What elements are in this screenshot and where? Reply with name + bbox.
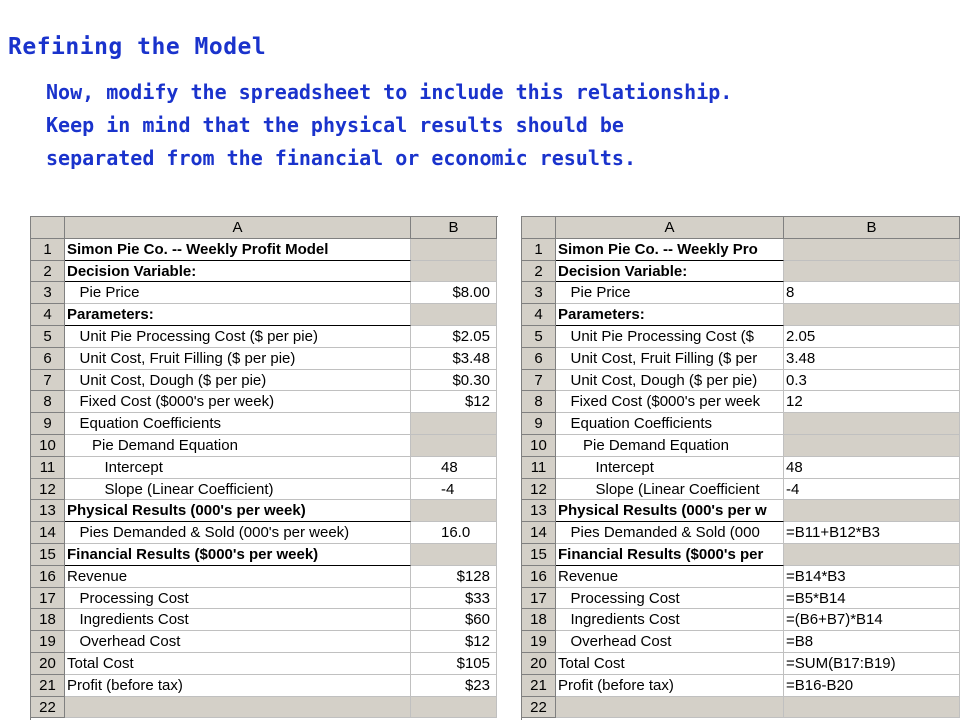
column-header-row — [522, 217, 960, 239]
cell-b[interactable]: =B16-B20 — [784, 675, 960, 697]
cell-a[interactable]: Pie Price — [65, 282, 411, 304]
row-header[interactable]: 19 — [522, 631, 556, 653]
sheet-row — [31, 675, 498, 697]
cell-b[interactable] — [784, 544, 960, 566]
cell-a[interactable]: Ingredients Cost — [65, 609, 411, 631]
row-header[interactable]: 15 — [31, 544, 65, 566]
row-header[interactable]: 14 — [522, 522, 556, 544]
column-header-b[interactable]: B — [411, 217, 497, 239]
cell-b[interactable]: 8 — [784, 282, 960, 304]
sheet-row — [522, 304, 960, 326]
column-header-row — [31, 217, 498, 239]
cell-b[interactable]: $8.00 — [411, 282, 497, 304]
row-header[interactable]: 6 — [31, 348, 65, 370]
row-header[interactable]: 14 — [31, 522, 65, 544]
cell-b[interactable]: $3.48 — [411, 348, 497, 370]
cell-a[interactable]: Pies Demanded & Sold (000's per week) — [65, 522, 411, 544]
cell-b[interactable] — [411, 435, 497, 457]
row-header[interactable]: 1 — [31, 239, 65, 261]
row-header[interactable]: 10 — [31, 435, 65, 457]
cell-b[interactable] — [784, 261, 960, 283]
sheet-row — [31, 282, 498, 304]
cell-a[interactable]: Equation Coefficients — [65, 413, 411, 435]
row-header[interactable]: 22 — [522, 697, 556, 719]
cell-a[interactable]: Simon Pie Co. -- Weekly Pro — [556, 239, 784, 261]
cell-b[interactable]: =B11+B12*B3 — [784, 522, 960, 544]
sheet-row — [31, 370, 498, 392]
sheet-row — [522, 261, 960, 283]
row-header[interactable]: 3 — [31, 282, 65, 304]
row-header[interactable]: 8 — [522, 391, 556, 413]
row-header[interactable]: 21 — [522, 675, 556, 697]
sheet-row — [522, 653, 960, 675]
row-header[interactable]: 13 — [31, 500, 65, 522]
sheet-row — [522, 544, 960, 566]
row-header[interactable]: 3 — [522, 282, 556, 304]
cell-a[interactable]: Decision Variable: — [556, 261, 784, 283]
cell-a[interactable]: Equation Coefficients — [556, 413, 784, 435]
sheet-row — [31, 391, 498, 413]
cell-b[interactable]: $23 — [411, 675, 497, 697]
sheet-row — [31, 522, 498, 544]
row-header[interactable]: 20 — [31, 653, 65, 675]
row-header[interactable]: 9 — [31, 413, 65, 435]
cell-a[interactable]: Slope (Linear Coefficient — [556, 479, 784, 501]
sheet-row — [31, 631, 498, 653]
cell-b[interactable] — [411, 544, 497, 566]
sheet-row — [522, 239, 960, 261]
row-header[interactable]: 1 — [522, 239, 556, 261]
cell-a[interactable]: Parameters: — [556, 304, 784, 326]
row-header[interactable]: 15 — [522, 544, 556, 566]
cell-a[interactable]: Processing Cost — [556, 588, 784, 610]
cell-a[interactable]: Simon Pie Co. -- Weekly Profit Model — [65, 239, 411, 261]
row-header[interactable]: 11 — [31, 457, 65, 479]
cell-a[interactable]: Fixed Cost ($000's per week) — [65, 391, 411, 413]
slide-body-line: Keep in mind that the physical results should be — [46, 113, 624, 137]
cell-b[interactable]: =(B6+B7)*B14 — [784, 609, 960, 631]
select-all-corner[interactable] — [31, 217, 65, 239]
sheet-row — [522, 370, 960, 392]
slide-body-line: separated from the financial or economic results. — [46, 146, 637, 170]
cell-b[interactable]: =B5*B14 — [784, 588, 960, 610]
cell-a[interactable]: Pie Price — [556, 282, 784, 304]
cell-a[interactable]: Revenue — [556, 566, 784, 588]
cell-a[interactable]: Financial Results ($000's per — [556, 544, 784, 566]
cell-b[interactable] — [411, 239, 497, 261]
row-header[interactable]: 2 — [522, 261, 556, 283]
cell-b[interactable]: $12 — [411, 631, 497, 653]
sheet-row — [522, 500, 960, 522]
sheet-row — [522, 675, 960, 697]
cell-b[interactable]: 3.48 — [784, 348, 960, 370]
cell-b[interactable]: $60 — [411, 609, 497, 631]
cell-a[interactable] — [65, 697, 411, 719]
cell-b[interactable]: $128 — [411, 566, 497, 588]
row-header[interactable]: 17 — [522, 588, 556, 610]
sheet-row — [31, 457, 498, 479]
cell-a[interactable]: Pie Demand Equation — [556, 435, 784, 457]
cell-b[interactable]: $105 — [411, 653, 497, 675]
cell-b[interactable] — [411, 304, 497, 326]
row-header[interactable]: 21 — [31, 675, 65, 697]
cell-b[interactable]: 48 — [784, 457, 960, 479]
cell-b[interactable]: $2.05 — [411, 326, 497, 348]
sheet-row — [31, 479, 498, 501]
slide-title: Refining the Model — [8, 34, 267, 60]
spreadsheet-formulas — [521, 216, 960, 720]
cell-a[interactable]: Unit Cost, Dough ($ per pie) — [556, 370, 784, 392]
row-header[interactable]: 7 — [522, 370, 556, 392]
sheet-row — [522, 588, 960, 610]
row-header[interactable]: 18 — [522, 609, 556, 631]
sheet-row — [31, 348, 498, 370]
cell-b[interactable]: -4 — [784, 479, 960, 501]
cell-b[interactable] — [411, 500, 497, 522]
sheet-row — [31, 609, 498, 631]
row-header[interactable]: 18 — [31, 609, 65, 631]
cell-a[interactable]: Profit (before tax) — [65, 675, 411, 697]
slide-body-line: Now, modify the spreadsheet to include this relationship. — [46, 80, 733, 104]
sheet-row — [522, 413, 960, 435]
cell-a[interactable]: Parameters: — [65, 304, 411, 326]
cell-a[interactable]: Intercept — [65, 457, 411, 479]
cell-b[interactable]: -4 — [411, 479, 497, 501]
sheet-row — [522, 391, 960, 413]
cell-a[interactable]: Unit Pie Processing Cost ($ per pie) — [65, 326, 411, 348]
row-header[interactable]: 7 — [31, 370, 65, 392]
row-header[interactable]: 22 — [31, 697, 65, 719]
sheet-row — [31, 239, 498, 261]
cell-b[interactable] — [411, 261, 497, 283]
cell-a[interactable]: Revenue — [65, 566, 411, 588]
cell-a[interactable] — [556, 697, 784, 719]
cell-a[interactable]: Pies Demanded & Sold (000 — [556, 522, 784, 544]
cell-a[interactable]: Intercept — [556, 457, 784, 479]
row-header[interactable]: 12 — [31, 479, 65, 501]
row-header[interactable]: 13 — [522, 500, 556, 522]
cell-b[interactable]: $12 — [411, 391, 497, 413]
row-header[interactable]: 16 — [31, 566, 65, 588]
row-header[interactable]: 4 — [31, 304, 65, 326]
cell-b[interactable] — [784, 500, 960, 522]
cell-a[interactable]: Overhead Cost — [65, 631, 411, 653]
cell-a[interactable]: Unit Cost, Fruit Filling ($ per pie) — [65, 348, 411, 370]
cell-b[interactable]: 2.05 — [784, 326, 960, 348]
sheet-row — [31, 413, 498, 435]
sheet-row — [31, 435, 498, 457]
row-header[interactable]: 11 — [522, 457, 556, 479]
cell-b[interactable]: $0.30 — [411, 370, 497, 392]
sheet-row — [522, 326, 960, 348]
row-header[interactable]: 5 — [31, 326, 65, 348]
cell-b[interactable] — [784, 239, 960, 261]
sheet-row — [522, 435, 960, 457]
row-header[interactable]: 12 — [522, 479, 556, 501]
cell-a[interactable]: Unit Pie Processing Cost ($ — [556, 326, 784, 348]
cell-b[interactable]: $33 — [411, 588, 497, 610]
cell-b[interactable] — [784, 697, 960, 719]
cell-a[interactable]: Fixed Cost ($000's per week — [556, 391, 784, 413]
sheet-row — [31, 544, 498, 566]
sheet-row — [522, 457, 960, 479]
sheet-row — [31, 653, 498, 675]
cell-b[interactable]: =B8 — [784, 631, 960, 653]
column-header-a[interactable]: A — [65, 217, 411, 239]
cell-b[interactable] — [411, 697, 497, 719]
row-header[interactable]: 19 — [31, 631, 65, 653]
row-header[interactable]: 10 — [522, 435, 556, 457]
cell-b[interactable]: 12 — [784, 391, 960, 413]
cell-a[interactable]: Profit (before tax) — [556, 675, 784, 697]
cell-a[interactable]: Processing Cost — [65, 588, 411, 610]
cell-a[interactable]: Slope (Linear Coefficient) — [65, 479, 411, 501]
row-header[interactable]: 16 — [522, 566, 556, 588]
cell-b[interactable]: 48 — [411, 457, 497, 479]
cell-a[interactable]: Financial Results ($000's per week) — [65, 544, 411, 566]
sheet-row — [31, 304, 498, 326]
cell-b[interactable]: 16.0 — [411, 522, 497, 544]
sheet-row — [31, 566, 498, 588]
column-header-a[interactable]: A — [556, 217, 784, 239]
sheet-row — [522, 348, 960, 370]
row-header[interactable]: 6 — [522, 348, 556, 370]
column-header-b[interactable]: B — [784, 217, 960, 239]
row-header[interactable]: 20 — [522, 653, 556, 675]
row-header[interactable]: 17 — [31, 588, 65, 610]
cell-b[interactable] — [411, 413, 497, 435]
row-header[interactable]: 5 — [522, 326, 556, 348]
cell-a[interactable]: Physical Results (000's per w — [556, 500, 784, 522]
spreadsheet-values — [30, 216, 498, 720]
cell-b[interactable] — [784, 435, 960, 457]
row-header[interactable]: 8 — [31, 391, 65, 413]
cell-a[interactable]: Pie Demand Equation — [65, 435, 411, 457]
sheet-row — [522, 522, 960, 544]
slide-body — [46, 76, 951, 175]
cell-b[interactable]: =B14*B3 — [784, 566, 960, 588]
sheet-row — [522, 631, 960, 653]
sheet-row — [31, 697, 498, 719]
select-all-corner[interactable] — [522, 217, 556, 239]
sheet-row — [31, 326, 498, 348]
sheet-row — [31, 500, 498, 522]
row-header[interactable]: 2 — [31, 261, 65, 283]
sheet-row — [522, 609, 960, 631]
row-header[interactable]: 9 — [522, 413, 556, 435]
sheet-row — [522, 282, 960, 304]
cell-a[interactable]: Unit Cost, Dough ($ per pie) — [65, 370, 411, 392]
sheet-row — [522, 697, 960, 719]
sheet-row — [31, 261, 498, 283]
cell-a[interactable]: Ingredients Cost — [556, 609, 784, 631]
cell-b[interactable]: =SUM(B17:B19) — [784, 653, 960, 675]
cell-b[interactable] — [784, 304, 960, 326]
sheet-row — [522, 566, 960, 588]
cell-a[interactable]: Overhead Cost — [556, 631, 784, 653]
cell-a[interactable]: Physical Results (000's per week) — [65, 500, 411, 522]
cell-a[interactable]: Total Cost — [65, 653, 411, 675]
cell-a[interactable]: Decision Variable: — [65, 261, 411, 283]
sheet-row — [31, 588, 498, 610]
cell-a[interactable]: Unit Cost, Fruit Filling ($ per — [556, 348, 784, 370]
sheet-row — [522, 479, 960, 501]
row-header[interactable]: 4 — [522, 304, 556, 326]
cell-b[interactable]: 0.3 — [784, 370, 960, 392]
cell-a[interactable]: Total Cost — [556, 653, 784, 675]
cell-b[interactable] — [784, 413, 960, 435]
